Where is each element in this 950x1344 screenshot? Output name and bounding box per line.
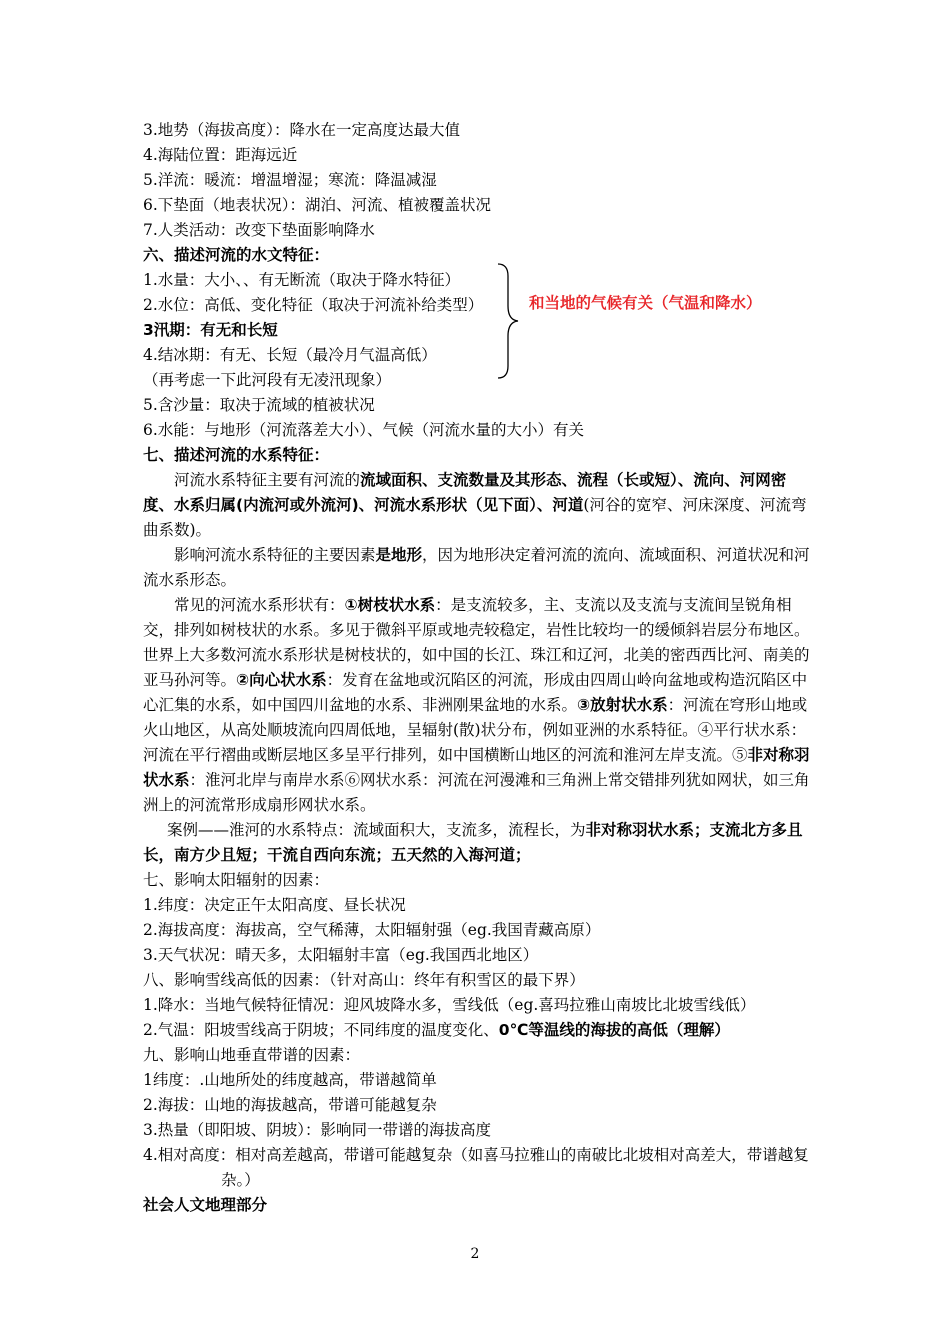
text-line: 6.下垫面（地表状况）：湖泊、河流、植被覆盖状况 <box>143 196 492 214</box>
curly-brace-icon <box>494 262 524 380</box>
page-number: 2 <box>470 1246 480 1262</box>
text-line: 7.人类活动：改变下垫面影响降水 <box>143 221 375 239</box>
text-line: 2.水位：高低、变化特征（取决于河流补给类型） <box>143 296 484 314</box>
text-run-bold: ③放射状水系 <box>577 696 668 714</box>
text-run: (河谷的宽窄、河床深度、河流弯曲系数)。 <box>143 496 807 539</box>
section-heading: 六、描述河流的水文特征： <box>143 246 330 264</box>
text-run: ：淮河北岸与南岸水系⑥网状水系：河流在河漫滩和三角洲上常交错排列犹如网状，如三角洲上的河流常形成扇形网状水系。 <box>143 771 810 814</box>
text-run-bold: 是地形 <box>375 546 423 564</box>
text-line: 1.纬度：决定正午太阳高度、昼长状况 <box>143 896 406 914</box>
text-run-bold: ①树枝状水系 <box>344 596 436 614</box>
text-run-bold: ②向心状水系 <box>236 671 327 689</box>
section-heading: 七、影响太阳辐射的因素： <box>143 871 330 889</box>
text-line: 2.海拔：山地的海拔越高，带谱可能越复杂 <box>143 1096 437 1114</box>
text-run: ，因为地形决定着河流的流向、流域面积、河道状况和河流水系形态。 <box>143 546 810 589</box>
text-run: 常见的河流水系形状有： <box>174 596 345 614</box>
text-run: 河流水系特征主要有河流的 <box>174 471 361 489</box>
text-line: 3汛期：有无和长短 <box>143 321 278 339</box>
text-line: （再考虑一下此河段有无凌汛现象） <box>143 371 392 389</box>
footer-heading: 社会人文地理部分 <box>143 1196 268 1214</box>
text-line: 6.水能：与地形（河流落差大小）、气候（河流水量的大小）有关 <box>143 421 585 439</box>
text-line: 3.天气状况：晴天多，太阳辐射丰富（eg.我国西北地区） <box>143 946 539 964</box>
text-run-bold: 非对称羽状水系 <box>143 746 810 789</box>
text-run-bold: 流域面积、支流数量及其形态、流程（长或短）、流向、河网密度、水系归属(内流河或外流河)、河流水系形状（见下面）、河道 <box>143 471 787 514</box>
paragraph <box>143 593 811 818</box>
text-run: 2.气温：阳坡雪线高于阴坡；不同纬度的温度变化、 <box>143 1021 499 1039</box>
text-line: 3.热量（即阳坡、阴坡）：影响同一带谱的海拔高度 <box>143 1121 492 1139</box>
text-line: 1.降水：当地气候特征情况：迎风坡降水多，雪线低（eg.喜玛拉雅山南坡比北坡雪线低） <box>143 996 756 1014</box>
text-line: 5.含沙量：取决于流域的植被状况 <box>143 396 375 414</box>
text-line: 1纬度：.山地所处的纬度越高，带谱越简单 <box>143 1071 437 1089</box>
text-line: 4.结冰期：有无、长短（最冷月气温高低） <box>143 346 437 364</box>
text-run-bold: 非对称羽状水系；支流北方多且长，南方少且短；干流自西向东流；五天然的入海河道； <box>143 821 803 864</box>
text-run: 案例——淮河的水系特点：流域面积大，支流多，流程长，为 <box>167 821 586 839</box>
text-run: 影响河流水系特征的主要因素 <box>174 546 376 564</box>
brace-note: 和当地的气候有关（气温和降水） <box>529 294 762 312</box>
text-run-bold: 0℃等温线的海拔的高低（理解） <box>498 1021 730 1039</box>
paragraph <box>143 468 811 543</box>
text-line <box>143 1018 730 1043</box>
text-line: 3.地势（海拔高度）：降水在一定高度达最大值 <box>143 121 461 139</box>
section-heading: 九、影响山地垂直带谱的因素： <box>143 1046 361 1064</box>
text-run: ：河流在穹形山地或火山地区，从高处顺坡流向四周低地，呈辐射(散)状分布，例如亚洲的水系特征。④平行状水系：河流在平行褶曲或断层地区多呈平行排列，如中国横断山地区的河流和淮河左岸支流。⑤ <box>143 696 808 764</box>
section-heading: 八、影响雪线高低的因素：（针对高山：终年有积雪区的最下界） <box>143 971 585 989</box>
text-line: 5.洋流：暖流：增温增湿；寒流：降温减湿 <box>143 171 437 189</box>
text-line: 4.海陆位置：距海远近 <box>143 146 298 164</box>
text-run: ：是支流较多，主、支流以及支流与支流间呈锐角相交，排列如树枝状的水系。多见于微斜平原或地壳较稳定，岩性比较均一的缓倾斜岩层分布地区。世界上大多数河流水系形状是树枝状的，如中国的长江、珠江和辽河，北美的密西西比河、南美的亚马孙河等。 <box>143 596 810 689</box>
text-line: 1.水量：大小、、有无断流（取决于降水特征） <box>143 271 461 289</box>
paragraph <box>143 818 811 868</box>
text-line: 2.海拔高度：海拔高，空气稀薄，太阳辐射强（eg.我国青藏高原） <box>143 921 601 939</box>
section-heading: 七、描述河流的水系特征： <box>143 446 330 464</box>
text-line: 4.相对高度：相对高差越高，带谱可能越复杂（如喜马拉雅山的南破比北坡相对高差大，带谱越复杂。） <box>143 1146 809 1189</box>
text-run: ：发育在盆地或沉陷区的河流，形成由四周山岭向盆地或构造沉陷区中心汇集的水系，如中国四川盆地的水系、非洲刚果盆地的水系。 <box>143 671 808 714</box>
paragraph <box>143 543 811 593</box>
